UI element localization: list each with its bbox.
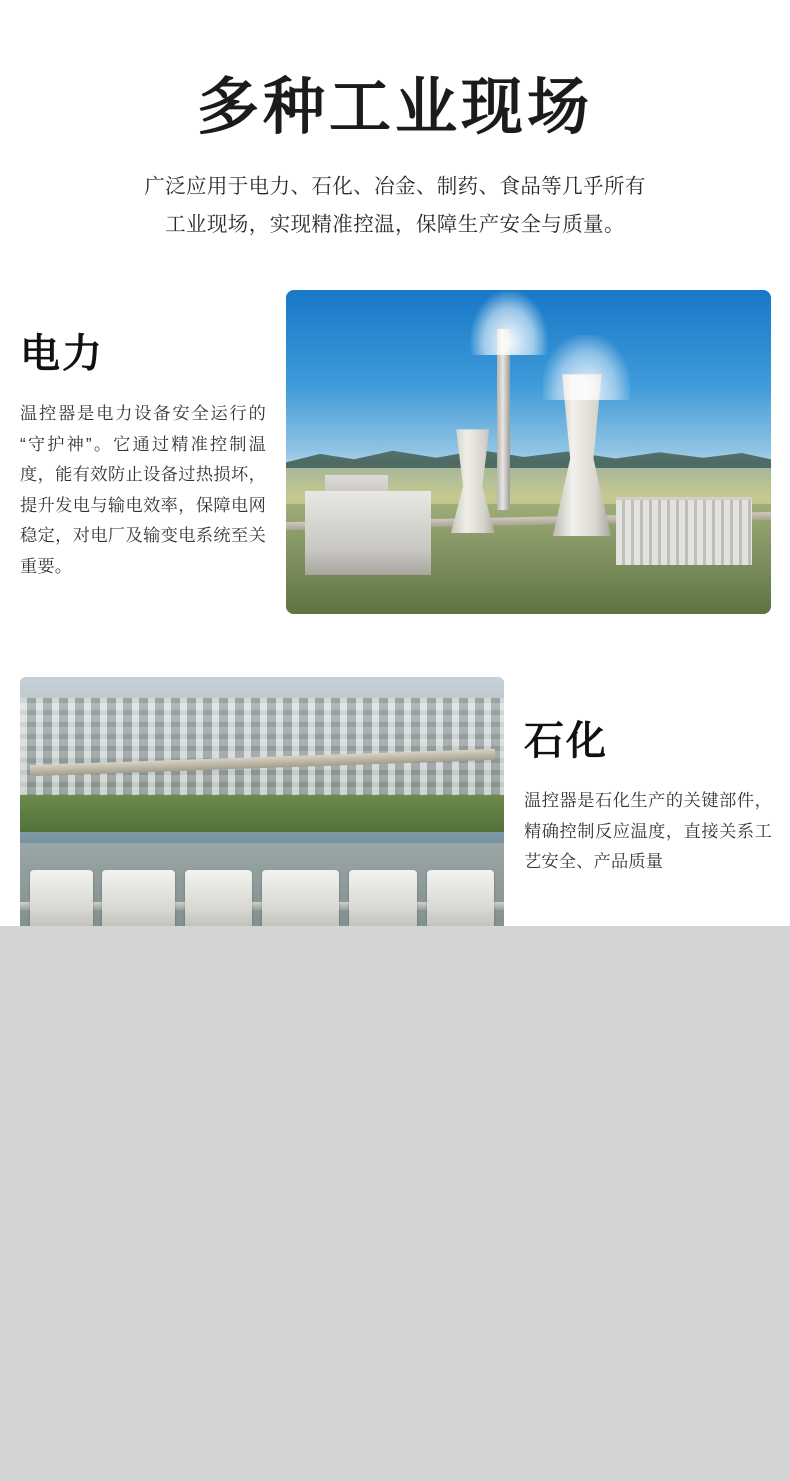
page-subtitle-line-2: 工业现场，实现精准控温，保障生产安全与质量。 bbox=[165, 213, 625, 237]
section-petrochemical-text bbox=[524, 719, 772, 894]
power-image-warehouse bbox=[616, 497, 752, 565]
section-power-body: 温控器是电力设备安全运行的“守护神”。它通过精准控制温度，能有效防止设备过热损坏，提升发电与输电效率，保障电网稳定，对电厂及输变电系统至关重要。 bbox=[20, 403, 266, 577]
power-image-chimney bbox=[497, 329, 510, 510]
power-image-plant-building bbox=[305, 491, 431, 575]
power-image-smoke-plume-1 bbox=[470, 290, 548, 355]
page-header bbox=[0, 0, 790, 244]
page-subtitle-line-1: 广泛应用于电力、石化、冶金、制药、食品等几乎所有 bbox=[144, 175, 646, 199]
page-subtitle bbox=[95, 168, 695, 244]
page-fold-overlay bbox=[0, 926, 790, 1481]
section-power-text bbox=[20, 332, 266, 599]
page-title: 多种工业现场 bbox=[196, 73, 593, 142]
petro-image-treeline bbox=[20, 795, 504, 838]
power-image-smoke-plume-2 bbox=[543, 335, 630, 400]
section-petrochemical-title: 石化 bbox=[524, 719, 608, 764]
section-power-image bbox=[286, 290, 771, 614]
section-petrochemical-image bbox=[20, 677, 504, 945]
section-power bbox=[0, 290, 790, 620]
section-power-title: 电力 bbox=[20, 332, 104, 377]
section-petrochemical-body: 温控器是石化生产的关键部件，精确控制反应温度，直接关系工艺安全、产品质量 bbox=[524, 790, 772, 872]
